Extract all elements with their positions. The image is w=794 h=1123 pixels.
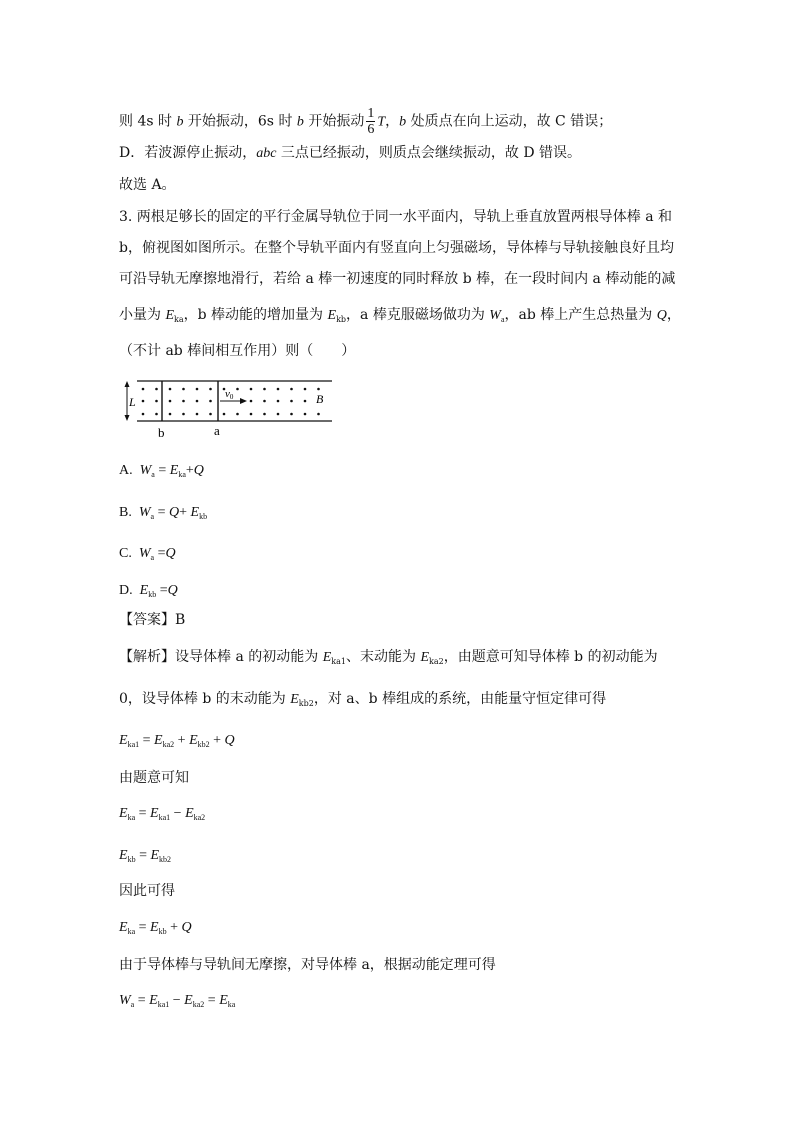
var-W: W [489,308,501,323]
field-dot [250,400,253,403]
subscript: kb [148,590,157,599]
option-c[interactable] [119,544,176,568]
fraction-numerator: 1 [367,106,375,121]
b-label: b [158,425,165,440]
subscript: kb [336,315,347,324]
field-dot [142,413,145,416]
text: ，ab 棒上产生总热量为 [504,307,657,323]
question-line-1: 3. 两根足够长的固定的平行金属导轨位于同一水平面内，导轨上垂直放置两根导体棒 a 和 [119,209,673,225]
field-dot [223,413,226,416]
text: ，由题意可知导体棒 b 的初动能为 [443,649,658,665]
var-abc: abc [256,146,277,161]
field-dot [169,388,172,391]
option-label: D. [119,583,133,598]
field-dot [182,413,185,416]
question-line-5: （不计 ab 棒间相互作用）则（ ） [119,343,356,359]
var-Q: Q [167,583,178,598]
var-W: W [138,505,151,520]
field-dot [196,400,199,403]
text: 0，设导体棒 b 的末动能为 [119,691,291,707]
text: ，a 棒克服磁场做功为 [346,307,490,323]
var-E: E [165,308,175,323]
field-dot [277,388,280,391]
text: ，对 a、b 棒组成的系统，由能量守恒定律可得 [313,691,607,707]
equals: = [157,546,166,561]
var-Q: Q [193,463,204,478]
var-b: b [399,114,407,130]
subscript: ka1 [331,657,346,666]
text: 则 4s 时 [119,113,177,130]
text: 、末动能为 [345,649,421,665]
field-dot [290,400,293,403]
subscript: a [151,470,155,479]
field-dot [317,413,320,416]
option-d[interactable] [119,581,178,605]
text: 处质点在向上运动，故 C 错误； [406,113,613,130]
subscript: ka [178,470,186,479]
field-dot [250,413,253,416]
field-dot [304,400,307,403]
var-W: W [138,546,151,561]
field-dot [263,388,266,391]
text: 小量为 [119,307,166,323]
var-E: E [327,308,337,323]
var-E: E [322,650,332,665]
field-dot [290,413,293,416]
field-dot [169,413,172,416]
text: ，b 棒动能的增加量为 [183,307,328,323]
analysis-known: 由题意可知 [119,770,189,786]
analysis-label: 【解析】 [119,649,175,665]
prev-line-d [119,143,581,164]
field-dot [142,400,145,403]
equals: = [157,505,166,520]
option-label: B. [119,505,132,520]
subscript: a [500,315,505,324]
var-W: W [139,463,152,478]
question-line-3: 可沿导轨无摩擦地滑行，若给 a 棒一初速度的同时释放 b 棒，在一段时间内 a 棒动能的减 [119,271,676,287]
field-dot [236,413,239,416]
equation-work: $W_a = E_{ka1} - E_{ka2} = E_{ka}$ [119,993,236,1009]
text: 设导体棒 a 的初动能为 [175,649,323,665]
text: 三点已经振动，则质点会继续振动，故 D 错误。 [276,145,582,161]
subscript: ka2 [429,657,444,666]
analysis-line-2 [119,689,606,714]
field-dot [155,400,158,403]
subscript: a [150,553,155,562]
subscript: kb2 [298,699,314,708]
text: ， [385,113,400,130]
var-E: E [139,583,149,598]
field-dot [196,413,199,416]
equals: = [159,583,168,598]
var-E: E [190,505,200,520]
field-dot [317,388,320,391]
field-dot [209,400,212,403]
equation-ka: $E_{ka} = E_{ka1} - E_{ka2}$ [119,806,206,822]
field-dot [142,388,145,391]
question-line-2: b，俯视图如图所示。在整个导轨平面内有竖直向上匀强磁场，导体棒与导轨接触良好且均 [119,240,674,256]
field-dot [236,388,239,391]
B-label: B [316,392,324,406]
equals: = [158,463,167,478]
v0-label: v0 [225,388,234,401]
field-dot [209,388,212,391]
analysis-therefore: 因此可得 [119,883,175,899]
answer-value: B [175,612,186,628]
var-Q: Q [656,308,667,323]
field-dot [155,413,158,416]
equation-kb: $E_{kb} = E_{kb2}$ [119,848,172,864]
option-label: C. [119,546,132,561]
var-Q: Q [168,505,180,520]
field-dot [250,388,253,391]
var-Q: Q [165,546,176,561]
field-dot [182,388,185,391]
prev-choose: 故选 A。 [119,177,176,193]
rails-figure [115,372,340,444]
var-E: E [420,650,429,665]
fraction [366,106,375,137]
subscript: kb [199,512,208,521]
answer [119,610,185,630]
L-label: L [129,395,136,409]
equation-result: $E_{ka} = E_{kb} + Q$ [119,920,192,936]
prev-line-c [119,106,612,137]
a-label: a [214,423,220,438]
field-dot [182,400,185,403]
field-dot [155,388,158,391]
question-line-4 [119,305,681,330]
text: 开始振动 [303,113,365,130]
option-label: A. [119,463,133,478]
field-dot [277,400,280,403]
subscript: a [150,512,155,521]
field-dot [263,400,266,403]
field-dot [209,413,212,416]
field-dot [169,400,172,403]
var-b: b [296,114,304,130]
var-E: E [169,463,179,478]
field-dot [290,388,293,391]
answer-label: 【答案】 [119,612,175,628]
subscript: ka [174,315,184,324]
text: ， [666,307,681,323]
plus: + [179,505,188,520]
analysis-frictionless: 由于导体棒与导轨间无摩擦，对导体棒 a，根据动能定理可得 [119,957,496,973]
var-T: T [377,114,386,130]
field-dot [196,388,199,391]
option-b[interactable] [119,503,207,527]
text: 开始振动，6s 时 [183,113,297,130]
var-E: E [290,692,299,707]
fraction-denominator: 6 [367,122,375,137]
field-dot [277,413,280,416]
plus: + [185,463,194,478]
field-dot [304,413,307,416]
text: D．若波源停止振动， [119,145,257,161]
analysis-line-1 [119,647,658,672]
field-dot [263,413,266,416]
equation-energy-conservation: $E_{ka1} = E_{ka2} + E_{kb2} + Q$ [119,733,235,749]
field-dot [304,388,307,391]
option-a[interactable] [119,461,204,485]
var-b: b [176,114,184,130]
